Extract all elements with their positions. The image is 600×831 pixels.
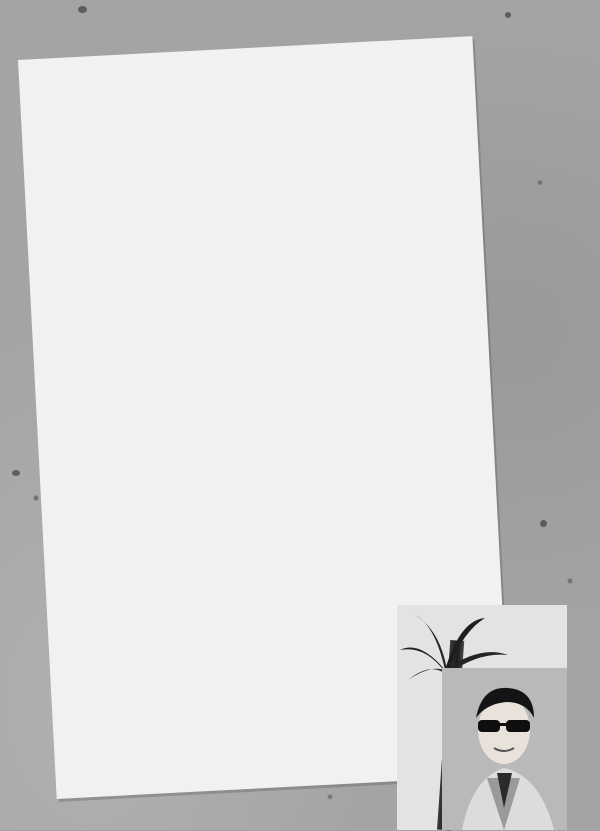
man-with-sunglasses-image <box>442 668 567 830</box>
story-line <box>30 265 480 290</box>
story-line <box>30 88 480 113</box>
story-line <box>30 542 480 567</box>
story-line <box>30 340 480 365</box>
story-line <box>30 315 480 340</box>
story-line <box>30 391 480 416</box>
ink-stain <box>540 520 547 527</box>
story-line <box>30 491 480 516</box>
story-line <box>30 567 480 592</box>
story-line <box>30 416 480 441</box>
typewritten-story <box>30 38 480 592</box>
story-line <box>30 517 480 542</box>
story-line <box>30 38 480 63</box>
story-line <box>30 240 480 265</box>
ink-stain <box>505 12 511 18</box>
story-line <box>30 214 480 239</box>
story-line <box>30 63 480 88</box>
ink-stain <box>78 6 87 13</box>
story-line <box>30 441 480 466</box>
portrait-photo <box>442 668 567 830</box>
story-line <box>30 164 480 189</box>
story-line <box>30 466 480 491</box>
story-line <box>30 114 480 139</box>
story-line <box>30 365 480 390</box>
ink-stain <box>12 470 20 476</box>
album-credits <box>53 600 413 619</box>
story-line <box>30 290 480 315</box>
story-line <box>30 139 480 164</box>
story-line <box>30 189 480 214</box>
